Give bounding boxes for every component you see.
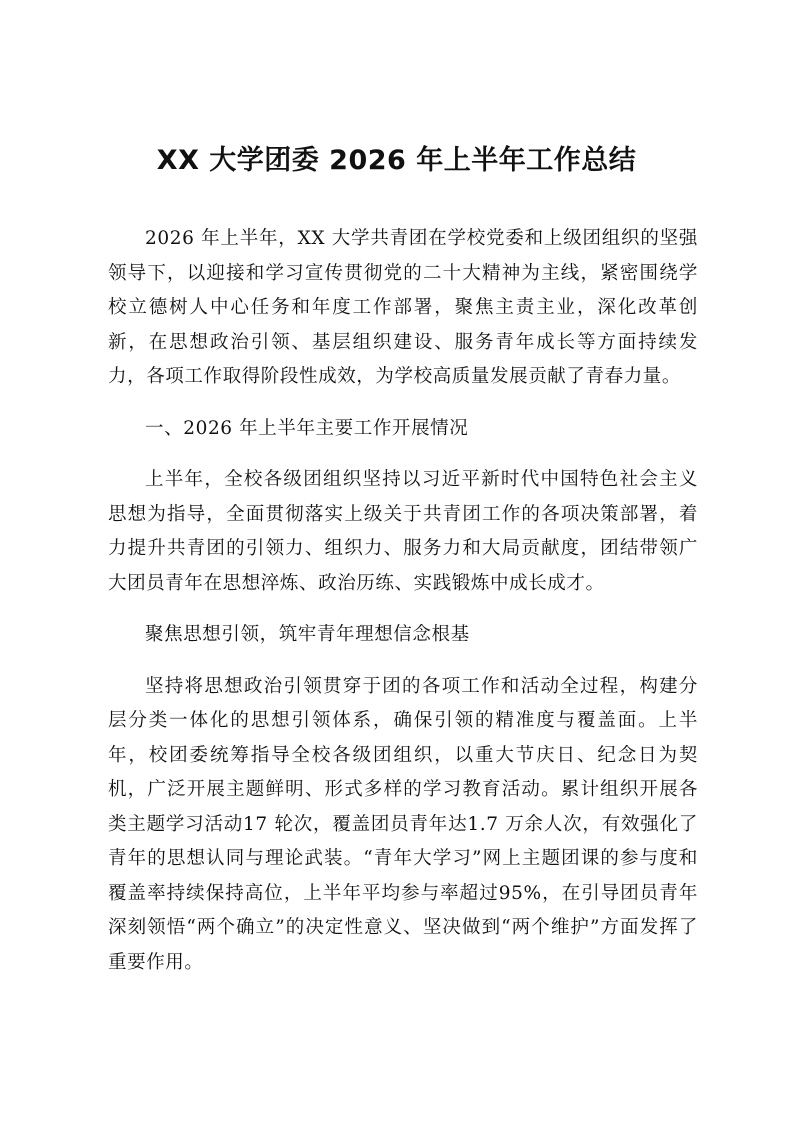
document-body	[108, 222, 698, 997]
subsection-paragraph-1: 坚持将思想政治引领贯穿于团的各项工作和活动全过程，构建分层分类一体化的思想引领体系，确保引领的精准度与覆盖面。上半年，校团委统筹指导全校各级团组织，以重大节庆日、纪念日为契机，广泛开展主题鲜明、形式多样的学习教育活动。累计组织开展各类主题学习活动17 轮次，覆盖团员青年达1.7 万余人次，有效强化了青年的思想认同与理论武装。“青年大学习”网上主题团课的参与度和覆盖率持续保持高位，上半年平均参与率超过95%，在引导团员青年深刻领悟“两个确立”的决定性意义、坚决做到“两个维护”方面发挥了重要作用。	[108, 675, 698, 973]
subsection-heading-1: 聚焦思想引领，筑牢青年理想信念根基	[145, 624, 470, 645]
document-title: XX 大学团委 2026 年上半年工作总结	[156, 145, 637, 176]
section-paragraph-1: 上半年，全校各级团组织坚持以习近平新时代中国特色社会主义思想为指导，全面贯彻落实上级关于共青团工作的各项决策部署，着力提升共青团的引领力、组织力、服务力和大局贡献度，团结带领广大团员青年在思想淬炼、政治历练、实践锻炼中成长成才。	[108, 469, 698, 594]
section-heading-1: 一、2026 年上半年主要工作开展情况	[145, 417, 469, 439]
intro-paragraph: 2026 年上半年，XX 大学共青团在学校党委和上级团组织的坚强领导下，以迎接和学习宣传贯彻党的二十大精神为主线，紧密围绕学校立德树人中心任务和年度工作部署，聚焦主责主业，深化改革创新，在思想政治引领、基层组织建设、服务青年成长等方面持续发力，各项工作取得阶段性成效，为学校高质量发展贡献了青春力量。	[108, 228, 698, 387]
